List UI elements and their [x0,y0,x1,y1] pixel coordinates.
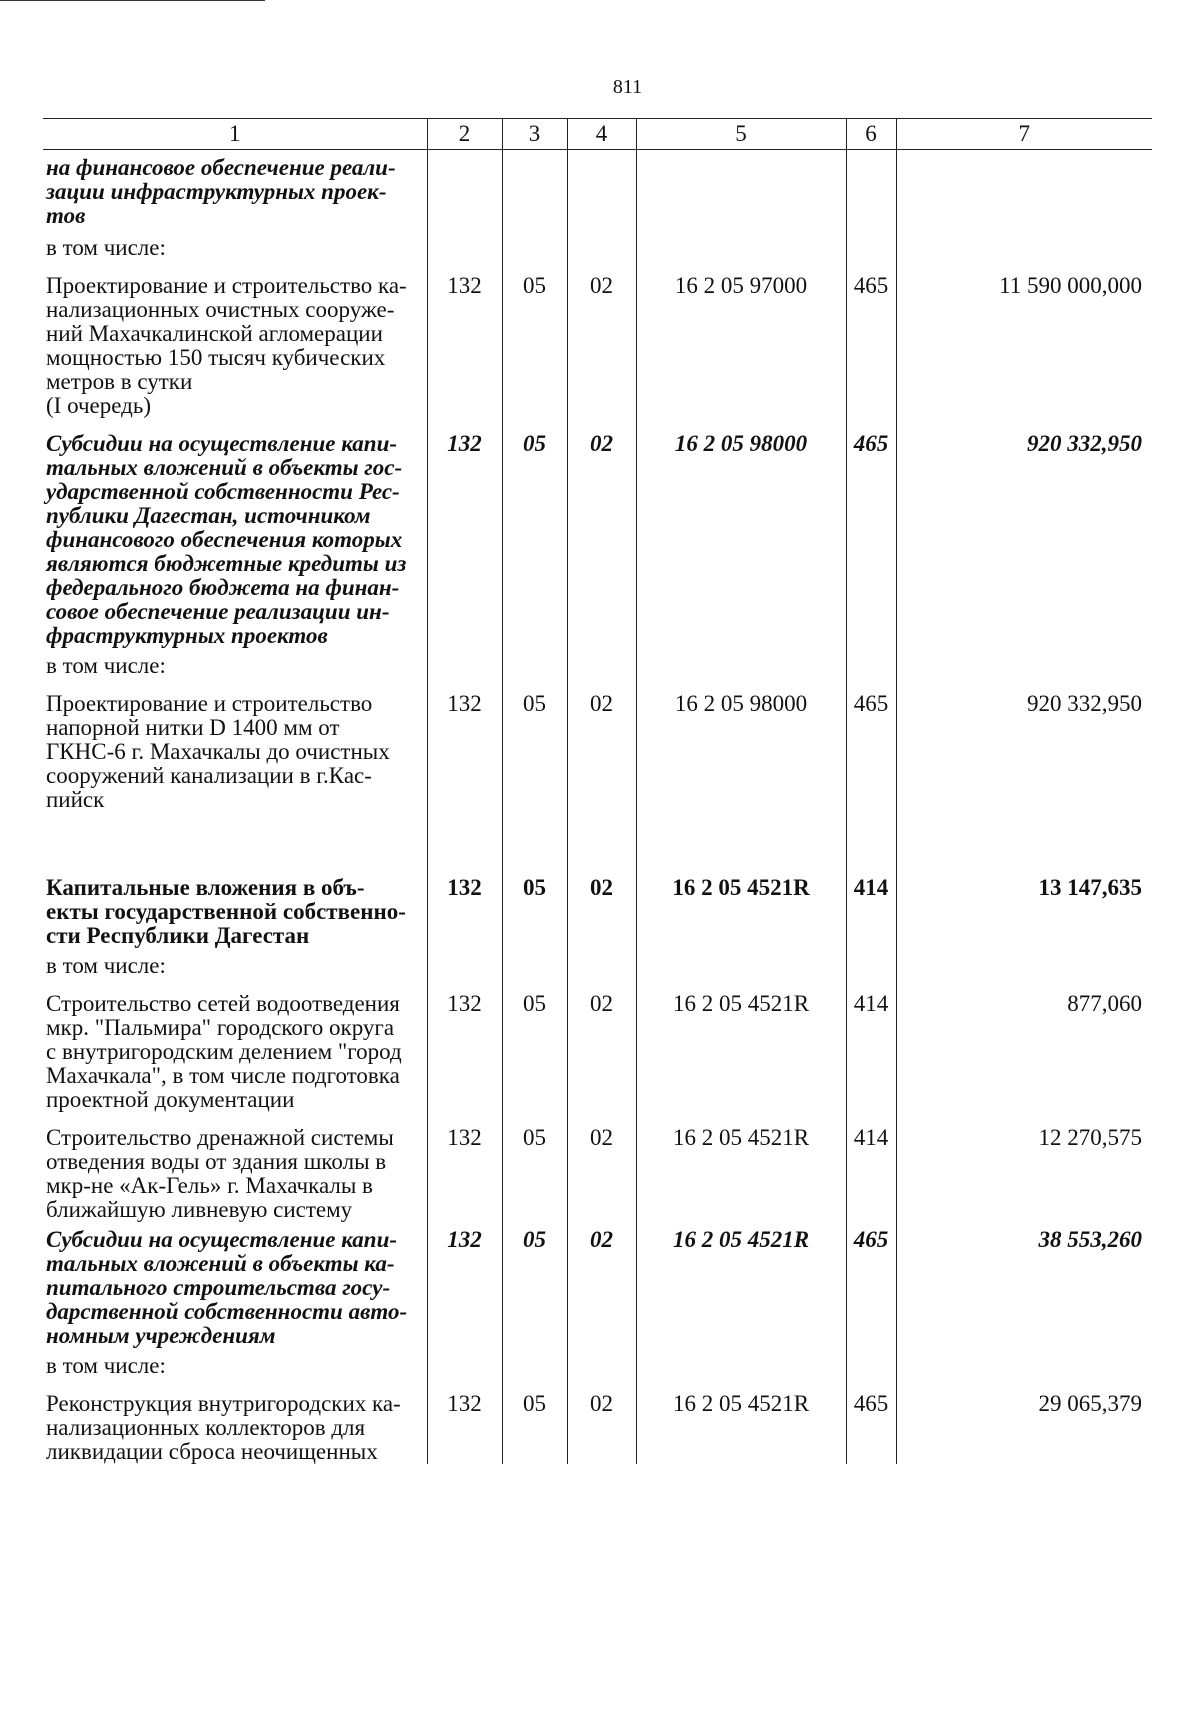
item-name-cell: Строительство дренажной системы отведения воды от здания школы в мкр-не «Ак-Гель» г. Махачкалы в ближайшую ливневую систему [46,1125,394,1222]
item-name-cell: в том числе: [46,235,166,260]
code-cell-6 [846,648,896,678]
code-cell-2: 132 [427,1222,502,1348]
code-cell-5: 16 2 05 4521R [636,1222,846,1348]
code-cell-4: 02 [567,1378,636,1464]
code-cell-2: 132 [427,260,502,418]
code-cell-4: 02 [567,678,636,812]
code-cell-2: 132 [427,1378,502,1464]
header-col-5: 5 [636,119,846,150]
code-cell-5: 16 2 05 98000 [636,678,846,812]
code-cell-5 [636,948,846,978]
amount-cell: 11 590 000,000 [896,260,1152,418]
code-cell-3: 05 [502,678,567,812]
code-cell-6 [846,228,896,260]
scan-edge-line [0,0,265,1]
code-cell-2 [427,150,502,229]
code-cell-3: 05 [502,1222,567,1348]
code-cell-3: 05 [502,978,567,1112]
code-cell-2: 132 [427,1112,502,1222]
item-name-cell: Строительство сетей водоотведения мкр. "Пальмира" городского округа с внутригородским делением "город Махачкала", в том числе подготовка проектной документации [46,991,402,1112]
code-cell-4: 02 [567,862,636,948]
code-cell-5 [636,1348,846,1378]
item-name-cell: на финансовое обеспечение реали- зации инфраструктурных проек- тов [46,155,396,228]
table-row [43,418,1152,648]
amount-cell: 29 065,379 [896,1378,1152,1464]
code-cell-5: 16 2 05 4521R [636,1112,846,1222]
item-name-cell: Проектирование и строительство ка- нализационных очистных сооруже- ний Махачкалинской агломерации мощностью 150 тысяч кубических метров в сутки (I очередь) [46,273,407,418]
amount-cell [896,150,1152,229]
code-cell-4: 02 [567,1222,636,1348]
amount-cell: 38 553,260 [896,1222,1152,1348]
code-cell-4: 02 [567,418,636,648]
code-cell-5: 16 2 05 4521R [636,1378,846,1464]
spacer-row [43,812,1152,862]
amount-cell [896,1348,1152,1378]
item-name-cell: в том числе: [46,953,166,978]
code-cell-5 [636,150,846,229]
amount-cell: 877,060 [896,978,1152,1112]
code-cell-6: 465 [846,678,896,812]
code-cell-3: 05 [502,862,567,948]
code-cell-4: 02 [567,260,636,418]
code-cell-2: 132 [427,418,502,648]
code-cell-4: 02 [567,1112,636,1222]
item-name-cell: Субсидии на осуществление капи- тальных вложений в объекты гос- ударственной собственности Рес- публики Дагестан, источником финансового обеспечения которых являются бюджетные кредиты из федерального бюджета на финан- совое обеспечение реализации ин- фраструктурных проектов [46,431,407,648]
amount-cell: 920 332,950 [896,678,1152,812]
table-row [43,1112,1152,1222]
code-cell-2 [427,812,502,862]
code-cell-4: 02 [567,978,636,1112]
code-cell-6: 414 [846,1112,896,1222]
code-cell-4 [567,1348,636,1378]
item-name-cell: Капитальные вложения в объ- екты государственной собственно- сти Республики Дагестан [46,875,406,948]
code-cell-3 [502,812,567,862]
amount-cell [896,812,1152,862]
code-cell-3: 05 [502,1378,567,1464]
table-row [43,228,1152,260]
header-row [43,119,1152,150]
code-cell-6: 414 [846,862,896,948]
code-cell-6 [846,812,896,862]
item-name-cell [43,812,427,862]
code-cell-2 [427,228,502,260]
amount-cell [896,948,1152,978]
code-cell-4 [567,228,636,260]
budget-table [43,118,1152,1464]
code-cell-3 [502,648,567,678]
code-cell-6 [846,1348,896,1378]
code-cell-3 [502,228,567,260]
code-cell-5 [636,228,846,260]
code-cell-6: 465 [846,1378,896,1464]
header-col-7: 7 [896,119,1152,150]
code-cell-6: 465 [846,1222,896,1348]
code-cell-4 [567,948,636,978]
code-cell-5: 16 2 05 98000 [636,418,846,648]
code-cell-4 [567,150,636,229]
code-cell-3: 05 [502,418,567,648]
header-col-1: 1 [43,119,427,150]
code-cell-5: 16 2 05 4521R [636,862,846,948]
header-col-3: 3 [502,119,567,150]
code-cell-6 [846,150,896,229]
table-row [43,1222,1152,1348]
table-row [43,678,1152,812]
code-cell-6: 465 [846,418,896,648]
code-cell-6: 465 [846,260,896,418]
item-name-cell: в том числе: [46,1353,166,1378]
amount-cell [896,228,1152,260]
header-col-2: 2 [427,119,502,150]
code-cell-2 [427,948,502,978]
page-number: 811 [612,76,643,98]
item-name-cell: Субсидии на осуществление капи- тальных вложений в объекты ка- питального строительства госу- дарственной собственности авто- номным учреждениям [46,1227,408,1348]
amount-cell: 920 332,950 [896,418,1152,648]
item-name-cell: Реконструкция внутригородских ка- нализационных коллекторов для ликвидации сброса неочищенных [46,1391,401,1464]
code-cell-3 [502,150,567,229]
table-row [43,948,1152,978]
code-cell-4 [567,812,636,862]
code-cell-5 [636,648,846,678]
header-col-4: 4 [567,119,636,150]
code-cell-2: 132 [427,678,502,812]
table-row [43,648,1152,678]
code-cell-2: 132 [427,862,502,948]
code-cell-5: 16 2 05 97000 [636,260,846,418]
code-cell-6: 414 [846,978,896,1112]
code-cell-2: 132 [427,978,502,1112]
amount-cell [896,648,1152,678]
table-row [43,1348,1152,1378]
amount-cell: 13 147,635 [896,862,1152,948]
item-name-cell: в том числе: [46,653,166,678]
code-cell-3: 05 [502,260,567,418]
table-row [43,862,1152,948]
table-row [43,260,1152,418]
code-cell-2 [427,1348,502,1378]
code-cell-3: 05 [502,1112,567,1222]
item-name-cell: Проектирование и строительство напорной нитки D 1400 мм от ГКНС-6 г. Махачкалы до очистных сооружений канализации в г.Кас- пийск [46,691,390,812]
code-cell-6 [846,948,896,978]
code-cell-3 [502,948,567,978]
table-row [43,978,1152,1112]
code-cell-2 [427,648,502,678]
code-cell-3 [502,1348,567,1378]
header-col-6: 6 [846,119,896,150]
table-row [43,1378,1152,1464]
amount-cell: 12 270,575 [896,1112,1152,1222]
code-cell-4 [567,648,636,678]
code-cell-5 [636,812,846,862]
code-cell-5: 16 2 05 4521R [636,978,846,1112]
table-row [43,150,1152,229]
